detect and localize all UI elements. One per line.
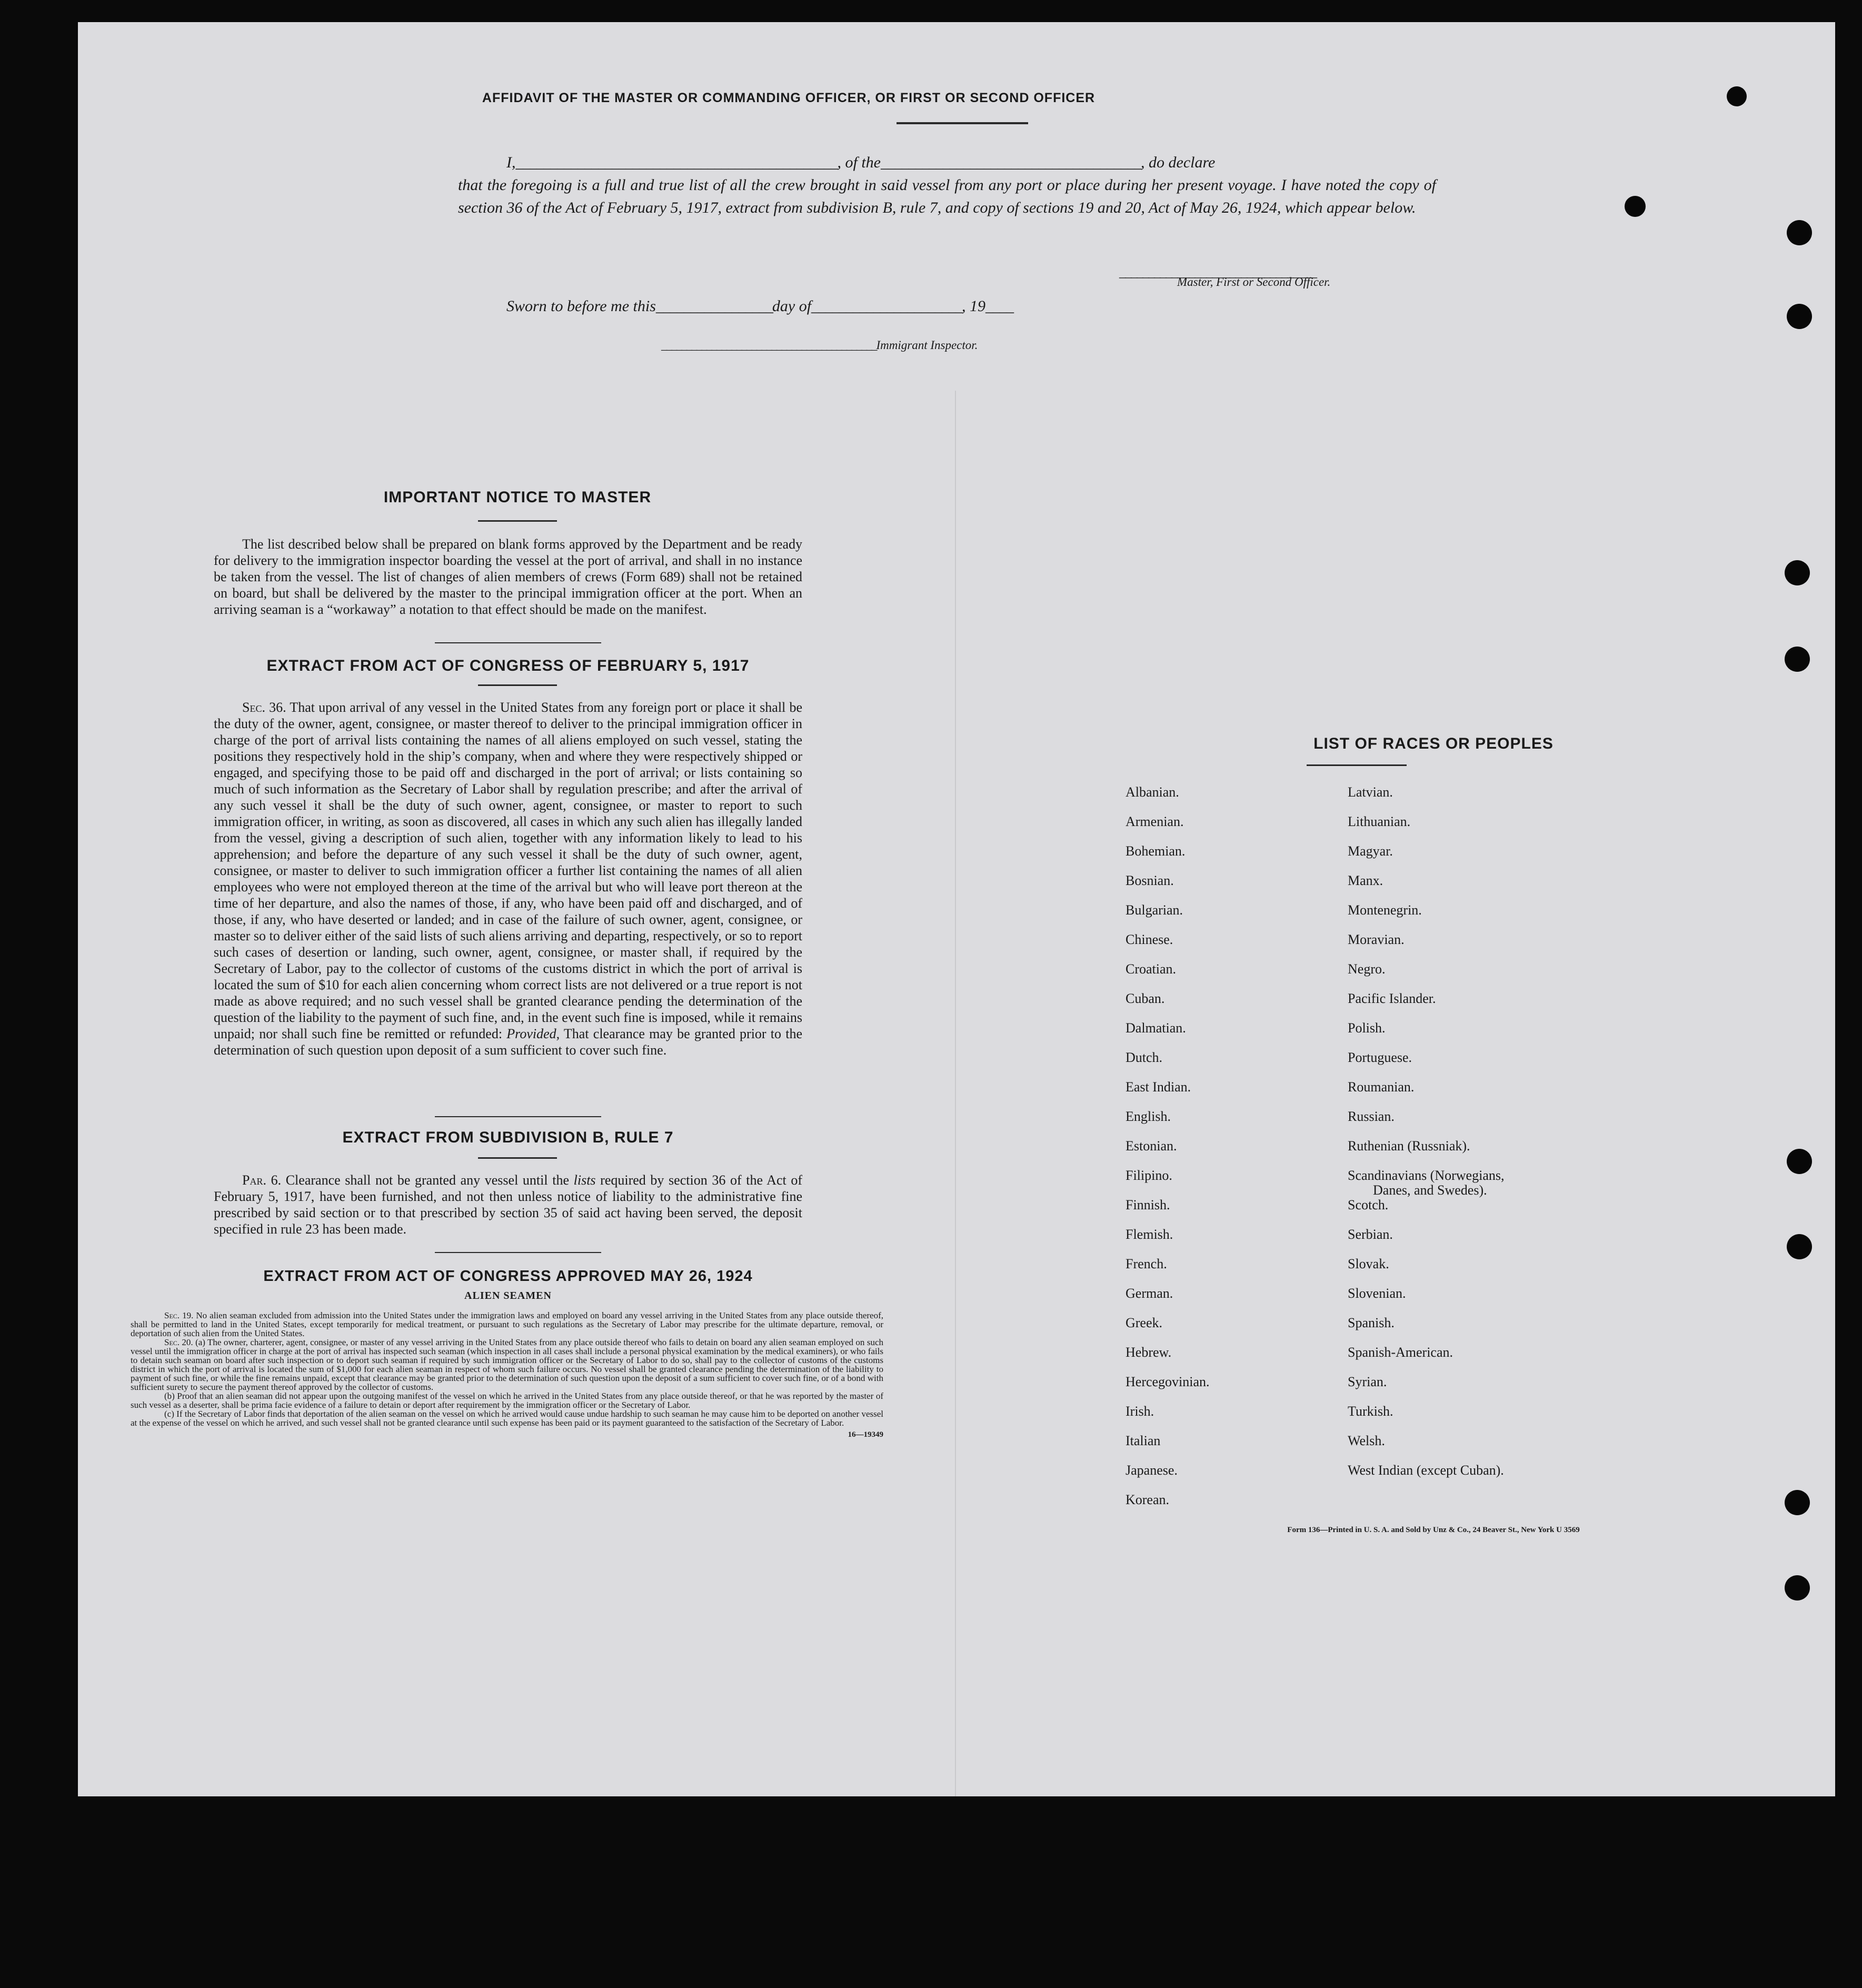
race-item: Scotch. [1348, 1197, 1389, 1212]
race-item: French. [1126, 1256, 1167, 1271]
race-item: Danes, and Swedes). [1373, 1182, 1487, 1198]
race-item: Hebrew. [1126, 1345, 1172, 1360]
race-item: Magyar. [1348, 843, 1393, 859]
extract-rule7-title: EXTRACT FROM SUBDIVISION B, RULE 7 [342, 1129, 674, 1146]
race-item: Estonian. [1126, 1138, 1177, 1154]
race-item: Filipino. [1126, 1168, 1172, 1183]
extract-rule7-title-rule [478, 1157, 557, 1159]
race-item: Flemish. [1126, 1227, 1173, 1242]
binder-hole-icon [1785, 1490, 1810, 1515]
section-20c: (c) If the Secretary of Labor finds that deportation of the alien seaman on the vessel on which he arrived would cause undue hardship to such seaman he may cause him to be deported on another vessel at the expense of the vessel on which he arrived, and such vessel shall not be granted clearance until such expense has been paid or its payment guaranteed to the satisfaction of the Secretary of Labor. [131, 1409, 883, 1428]
extract-1924-body: Sec. 19. No alien seaman excluded from admission into the United States under the immigration laws and employed on board any vessel arriving in the United States from any place outside thereof, shall be permitted to land in the United States, except temporarily for medical treatment, or pursuant to such regulations as the Secretary of Labor may prescribe for the ultimate departure, removal, or deportation of such alien from the United States. Sec. 20. (a) The owner, charterer, agent, consignee, or master of any vessel arriving in the United States from any place outside thereof who fails to detain on board any alien seaman employed on such vessel until the immigration officer in charge at the port of arrival has inspected such seaman (which inspection in all cases shall include a personal physical examination by the medical examiners), or who fails to detain such seaman on board after such inspection or to deport such seaman if required by such immigration officer or the Secretary of Labor to do so, shall pay to the collector of customs of the customs district in which the port of arrival is located the sum of $1,000 for each alien seaman in respect of whom such failure occurs. No vessel shall be granted clearance pending the determination of the liability to payment of such fine, or while the fine remains unpaid, except that clearance may be granted prior to the determination of such question upon the deposit of a sum sufficient to cover such fine, or of a bond with sufficient surety to secure the payment thereof approved by the collector of customs. (b) Proof that an alien seaman did not appear upon the outgoing manifest of the vessel on which he arrived in the United States from any place outside thereof, or that he was reported by the master of such vessel as a deserter, shall be prima facie evidence of a failure to detain or deport after requirement by the immigration officer or the Secretary of Labor. (c) If the Secretary of Labor finds that deportation of the alien seaman on the vessel on which he arrived would cause undue hardship to such seaman he may cause him to be deported on another vessel at the expense of the vessel on which he arrived, and such vessel shall not be granted clearance until such expense has been paid or its payment guaranteed to the satisfaction of the Secretary of Labor. 16—19349 [131, 1310, 884, 1439]
race-item: Bosnian. [1126, 873, 1174, 888]
race-item: Serbian. [1348, 1227, 1393, 1242]
race-item: Negro. [1348, 961, 1386, 977]
sworn-year-blank[interactable]: ____ [985, 297, 1013, 315]
binder-hole-icon [1787, 220, 1812, 245]
race-item: Irish. [1126, 1404, 1154, 1419]
affidavit-title-rule [897, 122, 1028, 124]
race-item: Russian. [1348, 1109, 1395, 1124]
race-item: Portuguese. [1348, 1050, 1412, 1065]
notice-title: IMPORTANT NOTICE TO MASTER [383, 489, 652, 506]
notice-body: The list described below shall be prepared on blank forms approved by the Department and be ready for delivery to the immigration inspector boarding the vessel at the port of arrival, and shall in no instance be taken from the vessel. The list of changes of alien members of crews (Form 689) shall not be retained on board, but shall be delivered by the master to the principal immigration officer at the port. When an arriving seaman is a “workaway” a notation to that effect should be made on the manifest. [214, 536, 802, 617]
race-item: Syrian. [1348, 1374, 1387, 1389]
extract-1924-subtitle: ALIEN SEAMEN [464, 1290, 552, 1301]
race-item: Hercegovinian. [1126, 1374, 1210, 1389]
section-20-label: Sec. 20. [164, 1337, 193, 1347]
race-item: German. [1126, 1286, 1173, 1301]
race-item: Croatian. [1126, 961, 1177, 977]
race-item: Greek. [1126, 1315, 1163, 1330]
notice-title-rule [478, 520, 557, 522]
race-item: Spanish. [1348, 1315, 1395, 1330]
section-20b: (b) Proof that an alien seaman did not appear upon the outgoing manifest of the vessel on which he arrived in the United States from any place outside thereof, or that he was reported by the master of such vessel as a deserter, shall be prima facie evidence of a failure to detain or deport after requirement by the immigration officer or the Secretary of Labor. [131, 1391, 883, 1410]
extract-1924-title: EXTRACT FROM ACT OF CONGRESS APPROVED MAY 26, 1924 [263, 1268, 753, 1285]
race-item: Roumanian. [1348, 1079, 1415, 1095]
race-item: Chinese. [1126, 932, 1173, 947]
race-item: Korean. [1126, 1492, 1170, 1507]
sworn-line: Sworn to before me this_________________day of______________________, 19____ [506, 297, 1013, 315]
race-item: English. [1126, 1109, 1171, 1124]
race-item: Montenegrin. [1348, 902, 1422, 918]
binder-hole-icon [1625, 196, 1646, 217]
binder-hole-icon [1785, 647, 1810, 672]
affidavit-body: that the foregoing is a full and true list of all the crew brought in said vessel from any port or place during her present voyage. I have noted the copy of section 36 of the Act of February 5, 1917, extract from subdivision B, rule 7, and copy of sections 19 and 20, Act of May 26, 1924, which appear below. [458, 176, 1436, 216]
race-item: Welsh. [1348, 1433, 1385, 1448]
inspector-signature-line[interactable]: ___________________________________________Immigrant Inspector. [661, 339, 978, 352]
races-title: LIST OF RACES OR PEOPLES [1313, 735, 1554, 752]
binder-hole-icon [1787, 1234, 1812, 1259]
binder-hole-icon [1787, 304, 1812, 329]
page-fold-line [955, 391, 956, 1796]
section-divider [435, 642, 601, 643]
race-item: Armenian. [1126, 814, 1184, 829]
affidavit-declaration-line: I,_______________________________________________, of the______________________________________, do declare [506, 154, 1216, 171]
race-item: Latvian. [1348, 784, 1393, 800]
race-item: Finnish. [1126, 1197, 1170, 1212]
race-item: Moravian. [1348, 932, 1405, 947]
binder-hole-icon [1727, 86, 1747, 106]
extract-rule7-body: Par. 6. Clearance shall not be granted any vessel until the lists required by section 36 of the Act of February 5, 1917, have been furnished, and not then unless notice of liability to the administrative fine prescribed by said section or to that prescribed by section 35 of said act having been served, the deposit specified in rule 23 has been made. [214, 1172, 802, 1237]
master-signature-label: Master, First or Second Officer. [1177, 275, 1331, 289]
master-signature-line[interactable]: __________________________________ [1119, 264, 1316, 280]
race-item: Italian [1126, 1433, 1161, 1448]
binder-hole-icon [1787, 1149, 1812, 1174]
binder-hole-icon [1785, 560, 1810, 585]
race-item: Bulgarian. [1126, 902, 1183, 918]
race-item: Bohemian. [1126, 843, 1186, 859]
race-item: Turkish. [1348, 1404, 1393, 1419]
race-item: Japanese. [1126, 1463, 1178, 1478]
race-item: Ruthenian (Russniak). [1348, 1138, 1470, 1154]
section-divider [435, 1252, 601, 1253]
race-item: West Indian (except Cuban). [1348, 1463, 1504, 1478]
form-printer-note: Form 136—Printed in U. S. A. and Sold by Unz & Co., 24 Beaver St., New York U 3569 [1287, 1526, 1580, 1534]
race-item: Scandinavians (Norwegians, [1348, 1168, 1505, 1183]
section-36-label: Sec. 36. [242, 700, 286, 715]
paragraph-6-label: Par. 6. [242, 1172, 282, 1188]
race-item: Cuban. [1126, 991, 1165, 1006]
race-item: Dutch. [1126, 1050, 1163, 1065]
section-19-label: Sec. 19. [164, 1310, 194, 1320]
sworn-month-blank[interactable]: ______________________ [811, 297, 962, 315]
name-blank[interactable]: _______________________________________________ [515, 154, 838, 171]
affidavit-title: AFFIDAVIT OF THE MASTER OR COMMANDING OFFICER, OR FIRST OR SECOND OFFICER [482, 91, 1096, 105]
section-divider [435, 1116, 601, 1117]
race-item: Slovenian. [1348, 1286, 1406, 1301]
vessel-blank[interactable]: ______________________________________ [881, 154, 1141, 171]
race-item: Albanian. [1126, 784, 1179, 800]
race-item: Manx. [1348, 873, 1383, 888]
race-item: Slovak. [1348, 1256, 1389, 1271]
race-item: Lithuanian. [1348, 814, 1411, 829]
sworn-day-blank[interactable]: _________________ [655, 297, 772, 315]
extract-1917-title: EXTRACT FROM ACT OF CONGRESS OF FEBRUARY 5, 1917 [266, 657, 750, 674]
binder-hole-icon [1785, 1575, 1810, 1601]
extract-1917-body: Sec. 36. That upon arrival of any vessel in the United States from any foreign port or place it shall be the duty of the owner, agent, consignee, or master thereof to deliver to the principal immigration officer in charge of the port of arrival lists containing the names of all aliens employed on such vessel, stating the positions they respectively hold in the ship’s company, when and where they were respectively shipped or engaged, and specifying those to be paid off and discharged in the port of arrival; or lists containing so much of such information as the Secretary of Labor shall by regulation prescribe; and after the arrival of any such vessel it shall be the duty of such owner, agent, consignee, or master to report to such immigration officer, in writing, as soon as discovered, all cases in which any such alien has illegally landed from the vessel, giving a description of such alien, together with any information likely to lead to his apprehension; and before the departure of any such vessel it shall be the duty of such owner, agent, consignee, or master to deliver to such immigration officer a further list containing the names of all alien employees who were not employed thereon at the time of the arrival but who will leave port thereon at the time of her departure, and also the names of those, if any, who have been paid off and discharged, and of those, if any, who have deserted or landed; and in case of the failure of such owner, agent, consignee, or master so to deliver either of the said lists of such aliens arriving and departing, respectively, or so to report such cases of desertion or landing, such owner, agent, consignee, or master shall, if required by the Secretary of Labor, pay to the collector of customs of the customs district in which the port of arrival is located the sum of $10 for each alien concerning whom correct lists are not delivered or a true report is not made as above required; and no such vessel shall be granted clearance pending the determination of the question of the liability to the payment of such fine, and, in the event such fine is imposed, while it remains unpaid; nor shall such fine be remitted or refunded: Provided, That clearance may be granted prior to the determination of such question upon deposit of a sum sufficient to cover such fine. [214, 700, 803, 1058]
race-item: Polish. [1348, 1020, 1386, 1036]
extract-1917-title-rule [478, 684, 557, 686]
race-item: Pacific Islander. [1348, 991, 1436, 1006]
race-item: Spanish-American. [1348, 1345, 1453, 1360]
print-code: 16—19349 [848, 1430, 883, 1439]
race-item: Dalmatian. [1126, 1020, 1186, 1036]
races-title-rule [1307, 764, 1407, 766]
document-page [78, 22, 1835, 1796]
inspector-signature-label: Immigrant Inspector. [876, 339, 978, 352]
race-item: East Indian. [1126, 1079, 1191, 1095]
